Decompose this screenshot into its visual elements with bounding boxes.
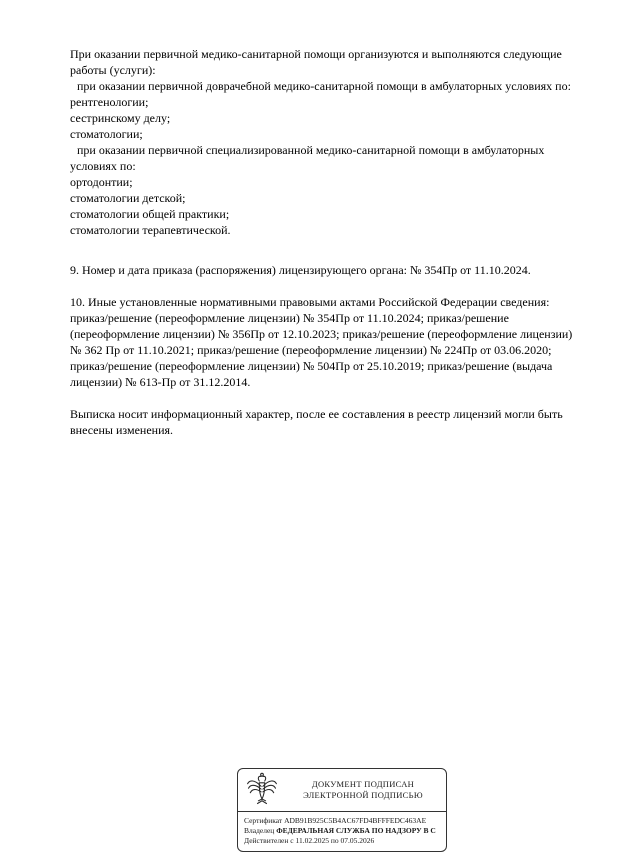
disclaimer-paragraph: Выписка носит информационный характер, после ее составления в реестр лицензий могли быть внесены изменения.: [70, 407, 563, 437]
service-item: стоматологии общей практики;: [70, 207, 230, 221]
owner-value: ФЕДЕРАЛЬНАЯ СЛУЖБА ПО НАДЗОРУ В С: [276, 826, 436, 835]
services-group-heading: при оказании первичной доврачебной медико-санитарной помощи в амбулаторных условиях по:: [77, 79, 571, 93]
order-number-paragraph: 9. Номер и дата приказа (распоряжения) лицензирующего органа: № 354Пр от 11.10.2024.: [70, 263, 531, 277]
service-item: рентгенологии;: [70, 95, 149, 109]
stamp-title-line1: ДОКУМЕНТ ПОДПИСАН: [311, 779, 415, 789]
validity-text: Действителен с 11.02.2025 по 07.05.2026: [244, 836, 375, 845]
services-intro: При оказании первичной медико-санитарной помощи организуются и выполняются следующие работы (услуги):: [70, 47, 562, 77]
service-item: ортодонтии;: [70, 175, 133, 189]
certificate-value: ADB91B925C5B4AC67FD4BFFFEDC463AE: [284, 816, 427, 825]
certificate-label: Сертификат: [244, 816, 283, 825]
stamp-details: [238, 812, 446, 851]
stamp-certificate-row: [244, 816, 440, 826]
service-item: стоматологии терапевтической.: [70, 223, 231, 237]
other-info-paragraph: 10. Иные установленные нормативными правовыми актами Российской Федерации сведения: приказ/решение (переоформление лицензии) № 354Пр от 11.10.2024; приказ/решение (переоформление лицензии) № 356Пр от 12.10.2023; приказ/решение (переоформление лицензии) № 362 Пр от 11.10.2021; приказ/решение (переоформление лицензии) № 224Пр от 03.06.2020; приказ/решение (переоформление лицензии) № 504Пр от 25.10.2019; приказ/решение (выдача лицензии) № 613-Пр от 31.12.2014.: [70, 295, 573, 389]
owner-label: Владелец: [244, 826, 275, 835]
coat-of-arms-icon: [238, 772, 286, 808]
stamp-title-line2: ЭЛЕКТРОННОЙ ПОДПИСЬЮ: [303, 790, 423, 800]
service-item: сестринскому делу;: [70, 111, 171, 125]
service-item: стоматологии детской;: [70, 191, 186, 205]
services-group-heading: при оказании первичной специализированной медико-санитарной помощи в амбулаторных условиях по:: [70, 143, 545, 173]
service-item: стоматологии;: [70, 127, 143, 141]
stamp-title: [286, 779, 446, 801]
stamp-owner-row: [244, 826, 440, 836]
stamp-validity-row: [244, 836, 440, 846]
document-body: [70, 46, 578, 438]
stamp-header: [238, 769, 446, 812]
digital-signature-stamp: [237, 768, 447, 852]
